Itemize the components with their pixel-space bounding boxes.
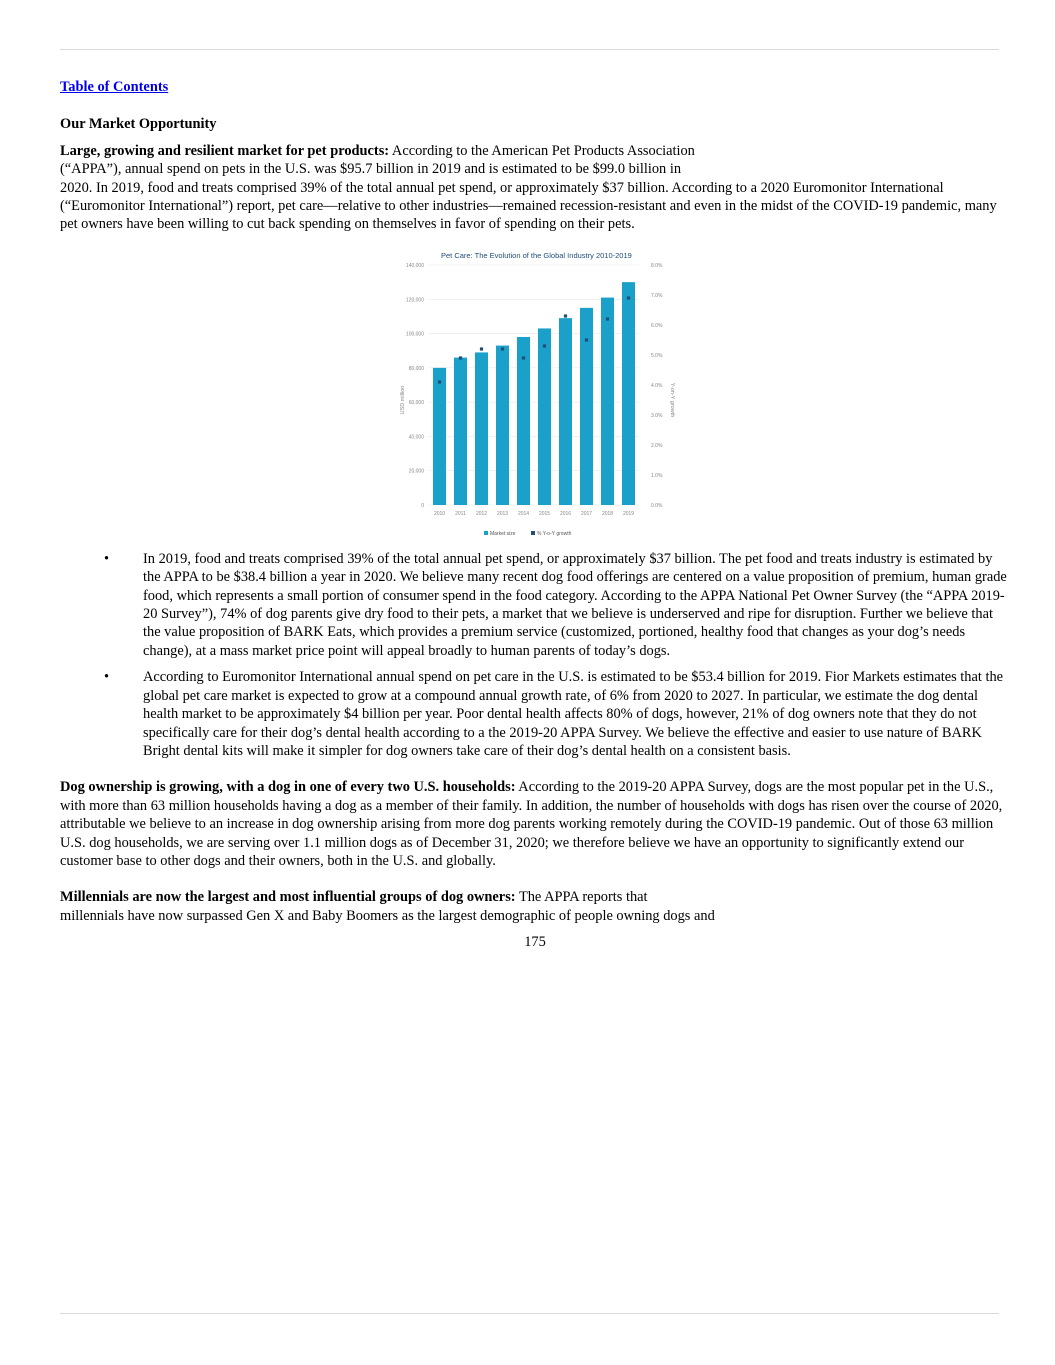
y-tick-label: 40,000	[408, 434, 424, 441]
chart-legend	[484, 531, 572, 537]
y2-tick-label: 8.0%	[651, 262, 663, 269]
chart-container	[60, 248, 1010, 538]
document-page	[60, 78, 1010, 952]
y-axis-label: USD million	[400, 385, 406, 415]
growth-point-2018	[606, 317, 609, 320]
bar-2018	[601, 297, 614, 504]
x-tick-label: 2010	[433, 510, 446, 517]
y2-tick-label: 4.0%	[651, 382, 663, 389]
growth-point-2015	[543, 344, 546, 347]
market-paragraph	[60, 142, 1010, 234]
bullet-text: In 2019, food and treats comprised 39% of the total annual pet spend, or approximately $37 billion. The pet food and treats industry is estimated by the APPA to be $38.4 billion a year in 2020. We believe many recent dog food offerings are centered on a value proposition of premium, human grade food, which represents a small portion of consumer spend in the food category. According to the APPA National Pet Owner Survey (the “APPA 2019-20 Survey”), 74% of dog parents give dry food to their pets, a market that we believe is underserved and ripe for disruption. Further we believe that the value proposition of BARK Eats, which provides a premium service (customized, portioned, healthy food that changes as your dog’s needs change), at a mass market price point will appeal broadly to human parents of today’s dogs.	[143, 550, 1007, 659]
millennials-line2: millennials have now surpassed Gen X and Baby Boomers as the largest demographic of people owning dogs and	[60, 907, 715, 924]
dog-ownership-paragraph	[60, 778, 1010, 870]
y2-axis-label: Y-on-Y growth	[669, 382, 675, 418]
x-tick-label: 2012	[475, 510, 488, 517]
legend-swatch-growth	[531, 531, 535, 535]
growth-point-2016	[564, 314, 567, 317]
y-tick-label: 120,000	[405, 297, 424, 304]
bullet-text: According to Euromonitor International annual spend on pet care in the U.S. is estimated to be $53.4 billion for 2019. Fior Markets estimates that the global pet care market is expected to grow at a compound annual growth rate, of 6% from 2020 to 2027. In particular, we estimate the dog dental health market to be approximately $4 billion per year. Poor dental health affects 80% of dogs, however, 21% of dog owners note that they do not specifically care for their dog’s dental health according to a the 2019-20 APPA Survey. We believe the effective and easier to use nature of BARK Bright dental kits will make it simpler for dog owners take care of their dog’s dental health on a consistent basis.	[143, 669, 1004, 759]
x-tick-label: 2019	[622, 510, 635, 517]
y-tick-label: 0	[421, 502, 424, 509]
y2-tick-label: 3.0%	[651, 412, 663, 419]
table-of-contents-link[interactable]: Table of Contents	[60, 79, 169, 95]
growth-point-2017	[585, 338, 588, 341]
bar-2014	[517, 337, 530, 505]
bar-2019	[622, 282, 635, 505]
growth-point-2013	[501, 347, 504, 350]
growth-point-2014	[522, 356, 525, 359]
x-tick-label: 2013	[496, 510, 509, 517]
x-tick-label: 2017	[580, 510, 593, 517]
bullet-marker: •	[104, 669, 110, 686]
y-tick-label: 20,000	[408, 468, 424, 475]
millennials-paragraph	[60, 888, 1010, 925]
y2-tick-label: 6.0%	[651, 322, 663, 329]
legend-market-size: Market size	[490, 530, 516, 537]
chart-title: Pet Care: The Evolution of the Global Industry 2010-2019	[441, 250, 632, 260]
y-tick-label: 60,000	[408, 399, 424, 406]
bar-2012	[475, 352, 488, 505]
x-tick-label: 2014	[517, 510, 530, 517]
y2-tick-label: 2.0%	[651, 442, 663, 449]
y-tick-label: 140,000	[405, 262, 424, 269]
legend-growth: % Y-o-Y growth	[537, 530, 572, 537]
x-tick-label: 2016	[559, 510, 572, 517]
bullet-item-food	[60, 550, 1010, 660]
dog-ownership-lead: Dog ownership is growing, with a dog in one of every two U.S. households:	[60, 779, 516, 796]
y2-tick-label: 7.0%	[651, 292, 663, 299]
section-title: Our Market Opportunity	[60, 116, 217, 133]
market-paragraph-line2: (“APPA”), annual spend on pets in the U.S. was $95.7 billion in 2019 and is estimated to be $99.0 billion in	[60, 161, 682, 178]
growth-point-2019	[627, 296, 630, 299]
y2-tick-label: 5.0%	[651, 352, 663, 359]
bullet-item-pet-care	[60, 668, 1010, 760]
legend-swatch-market-size	[484, 531, 488, 535]
pet-care-chart	[385, 248, 685, 538]
y-tick-label: 80,000	[408, 365, 424, 372]
bar-2011	[454, 357, 467, 504]
x-tick-label: 2015	[538, 510, 551, 517]
bar-2016	[559, 318, 572, 505]
bottom-rule	[60, 1313, 999, 1314]
bar-2017	[580, 308, 593, 505]
bullet-marker: •	[104, 550, 110, 567]
growth-point-2010	[438, 380, 441, 383]
market-paragraph-lead: Large, growing and resilient market for pet products:	[60, 142, 390, 159]
market-paragraph-line1: According to the American Pet Products Association	[391, 142, 695, 159]
page-number: 175	[524, 934, 546, 951]
y2-tick-label: 1.0%	[651, 472, 663, 479]
x-tick-label: 2011	[455, 510, 466, 517]
x-tick-label: 2018	[601, 510, 614, 517]
millennials-lead: Millennials are now the largest and most influential groups of dog owners:	[60, 889, 516, 906]
growth-point-2011	[459, 356, 462, 359]
dog-ownership-text: According to the 2019-20 APPA Survey, dogs are the most popular pet in the U.S., with more than 63 million households having a dog as a member of their family. In addition, the number of households with dogs has risen over the course of 2020, attributable we believe to an increase in dog ownership arising from more dog parents working remotely during the COVID-19 pandemic. Out of those 63 million U.S. dog households, we are serving over 1.1 million dogs as of December 31, 2020; we therefore believe we have an opportunity to significantly extend our customer base to other dogs and their owners, both in the U.S. and globally.	[60, 779, 1003, 869]
bar-2010	[433, 368, 446, 505]
market-paragraph-line3: 2020. In 2019, food and treats comprised 39% of the total annual pet spend, or approximately $37 billion. According to a 2020 Euromonitor International (“Euromonitor International”) report, pet care—relative to other industries—remained recession-resistant and even in the midst of the COVID-19 pandemic, many pet owners have been willing to cut back spending on themselves in favor of spending on their pets.	[60, 179, 997, 233]
y2-tick-label: 0.0%	[651, 502, 663, 509]
growth-point-2012	[480, 347, 483, 350]
millennials-line1: The APPA reports that	[518, 889, 648, 906]
top-rule	[60, 49, 999, 50]
bar-2013	[496, 345, 509, 504]
y-tick-label: 100,000	[405, 331, 424, 338]
bar-2015	[538, 328, 551, 505]
bullet-list	[60, 550, 1010, 760]
